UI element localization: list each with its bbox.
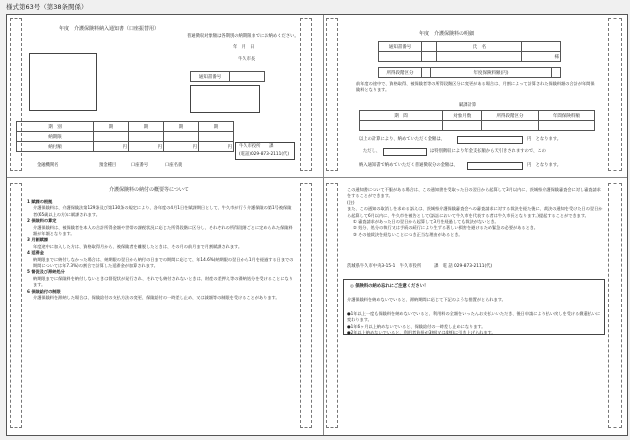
reminder-body: 介護保険料を納めないでいると、滞納期間に応じて下記のような措置がとられます。 [347, 297, 506, 302]
ordinary-amount-box [467, 162, 523, 170]
contact-box [235, 142, 295, 160]
section-basis-text: 介護保険料は、介護保険法第129条及び第130条の規定により、各年度の4月1日を賦課期日として、牛久市が行う介護保険の第1号被保険者(65歳以上の方)に賦課されます。 [33, 205, 292, 217]
deduction-sentence-cont: は特別徴収により年金支払額から天引きされますので、この [430, 149, 546, 154]
overview-title: 介護保険料の納付の概要等について [109, 187, 189, 193]
due-date-label: 納期限 [17, 132, 94, 142]
address-window [29, 53, 97, 111]
ordinary-amount-sentence: 納入通知書で納めていただく普通徴収分の金額は、 [359, 163, 458, 168]
form-id: 様式第63号（第38条関係） [6, 3, 88, 11]
overview-body [27, 199, 295, 302]
period-label: 期 別 [17, 122, 94, 132]
issuer-mayor: 牛久市長 [238, 57, 256, 62]
calc-title: 賦課計算 [459, 103, 477, 108]
exception-3: ③ その他裁決を経ないことにつき正当な理由があるとき。 [353, 231, 463, 237]
section-late-text: 納期限までに納付しなかった場合は、納期限の翌日から納付の日までの期間に応じて、年14.6%(納期限の翌日から1月を経過する日までの期間については年7.3%)の割合で計算した延滞金が加算されます。 [33, 256, 294, 269]
issue-date: 年 月 日 [233, 45, 255, 50]
honorific: 様 [522, 52, 561, 62]
appeal-text: この通知書について不服がある場合は、この通知書を受取った日の翌日から起算して3月以内に、茨城県介護保険審査会に対し審査請求をすることができます。 [347, 187, 601, 199]
vertical-fold [323, 15, 324, 435]
amount-label: 納付額 [17, 142, 94, 152]
section-calc-text: 介護保険料は、被保険者を本人の合計所得金額や世帯の課税状況に応じた所得段階に区分し、それぞれの所得段階ごとに定められた保険料額が年額となります。 [33, 224, 293, 237]
amount-yen-4: 円 [199, 142, 234, 152]
notice-title: 年度 介護保険料納入通知書（口座振替用） [59, 26, 160, 32]
perforation-strip-mid-bottom [300, 183, 312, 428]
name-label: 氏 名 [437, 42, 522, 52]
period-3: 期 [164, 122, 199, 132]
perforation-strip-right-top [608, 18, 622, 171]
contact-office: 牛久市役所 課 [239, 144, 274, 149]
section-monthly-text: 年度途中に加入した方は、資格取得月から、被保険者を離脱したときは、その月の前月まで月割賦課されます。 [33, 243, 243, 249]
statement-header-table [378, 41, 561, 62]
section-restriction: 6 保険給付の制限 [27, 288, 61, 294]
perforation-strip-mid-top [300, 18, 312, 171]
address-box [190, 85, 260, 113]
amount-yen-note: 円 となります。 [527, 137, 562, 142]
account-holder-label: 口座名義 [165, 163, 183, 168]
section-basis: 1 賦課の根拠 [27, 199, 53, 204]
payment-table [16, 121, 234, 152]
notice-no-label: 通知書番号 [379, 42, 422, 52]
reminder-bullets [347, 311, 603, 337]
calc-table [359, 110, 595, 131]
section-monthly: 3 月割賦課 [27, 237, 49, 243]
reminder-bullet-3: ●2年以上納めないでいると、利用者負担が3割(又は4割)に引き上げられます。 [347, 330, 496, 336]
section-dunning: 5 督促及び滞納処分 [27, 269, 65, 275]
amount-yen-2: 円 [129, 142, 164, 152]
reminder-title: ◎ 保険料の納め忘れにご注意ください！ [350, 284, 429, 289]
section-dunning-text: 納期限までに保険料を納付しないときは督促状が発行され、それでも納付されないときは、財産の差押え等の滞納処分を受けることになります。 [33, 275, 293, 288]
exception-2: ② 処分、処分の執行又は手続の続行により生ずる著しい損害を避けるため緊急の必要があるとき。 [353, 225, 538, 231]
income-class-label: 所得段階区分 [379, 68, 422, 78]
lawsuit-text: また、この通知の取消しを求める訴えは、茨城県介護保険審査会への審査請求に対する裁決を経た後に、裁決の通知を受けた日の翌日から起算して6月以内に、牛久市を被告として(訴訟において牛久市を代表する者は牛久市長となります。)提起することができます。 [347, 206, 603, 218]
reminder-bullet-2: ●1年6ヶ月以上納めないでいると、保険給付の一時差し止めになります。 [347, 323, 486, 329]
notice-right-text: 普通徴収対象額は各期別の納期限までにお納めください。 [187, 34, 299, 39]
annual-premium-label: 年度保険料額(円) [431, 68, 551, 78]
contact-phone: (電話)029-873-2111(代) [239, 152, 290, 157]
perforation-strip-right-bottom [608, 183, 622, 428]
horizontal-fold [7, 177, 627, 178]
period-1: 期 [94, 122, 129, 132]
section-calc: 2 保険料の算定 [27, 218, 57, 224]
deposit-type-label: 預金種目 [99, 163, 117, 168]
premium-change-note: 前年度の途中で、資格取得、被保険者等の所得段階区分に変更がある場合は、月割によって計算された保険料額の合計が年間保険料となります。 [356, 81, 595, 93]
period-4: 期 [199, 122, 234, 132]
appeal-note-label: (注) [347, 199, 355, 205]
statement-title: 年度 介護保険料の明細 [419, 31, 475, 37]
deduction-box [383, 148, 427, 156]
appeal-notice [347, 187, 603, 238]
notice-number-label: 通知書番号 [191, 72, 230, 82]
calc-header-months: 対象月数 [443, 111, 482, 121]
calc-header-class: 所得段階区分 [482, 111, 538, 121]
deduction-sentence: ただし、 [363, 149, 381, 154]
office-address: 茨城県牛久市中央3-15-1 牛久市役所 課 電 話 029-873-2111(代) [347, 264, 493, 269]
perforation-strip-mid-bottom-right [326, 183, 338, 428]
section-restriction-text: 介護保険料を滞納した場合は、保険給付の支払方法の変更、保険給付の一時差し止め、又は減額等の制限を受けることがあります。 [33, 295, 280, 301]
income-class-table [378, 67, 561, 78]
amount-box [457, 136, 523, 144]
notice-number-box [190, 71, 265, 82]
account-number-label: 口座番号 [131, 163, 149, 168]
amount-yen-1: 円 [94, 142, 129, 152]
section-late: 4 延滞金 [27, 250, 44, 256]
perforation-strip-left-bottom [10, 183, 22, 428]
form-sheet [6, 14, 628, 436]
calc-header-period: 期 間 [360, 111, 443, 121]
calc-header-annual: 年間保険料額 [538, 111, 594, 121]
exception-1: ① 審査請求があった日の翌日から起算して3月を経過しても裁決がないとき。 [353, 219, 499, 225]
amount-yen-3: 円 [164, 142, 199, 152]
amount-sentence: 以上の計算により、納めていただく金額は、 [359, 137, 445, 142]
ordinary-yen-note: 円 となります。 [527, 163, 562, 168]
bank-name-label: 金融機関名 [37, 163, 59, 168]
reminder-bullet-1: ●1年以上一度も保険料を納めないでいると、利用料の全額をいったんお支払いいただき、後日申請により払い戻しを受ける償還払いに変わります。 [347, 311, 601, 323]
period-2: 期 [129, 122, 164, 132]
perforation-strip-mid-top-right [326, 18, 338, 171]
